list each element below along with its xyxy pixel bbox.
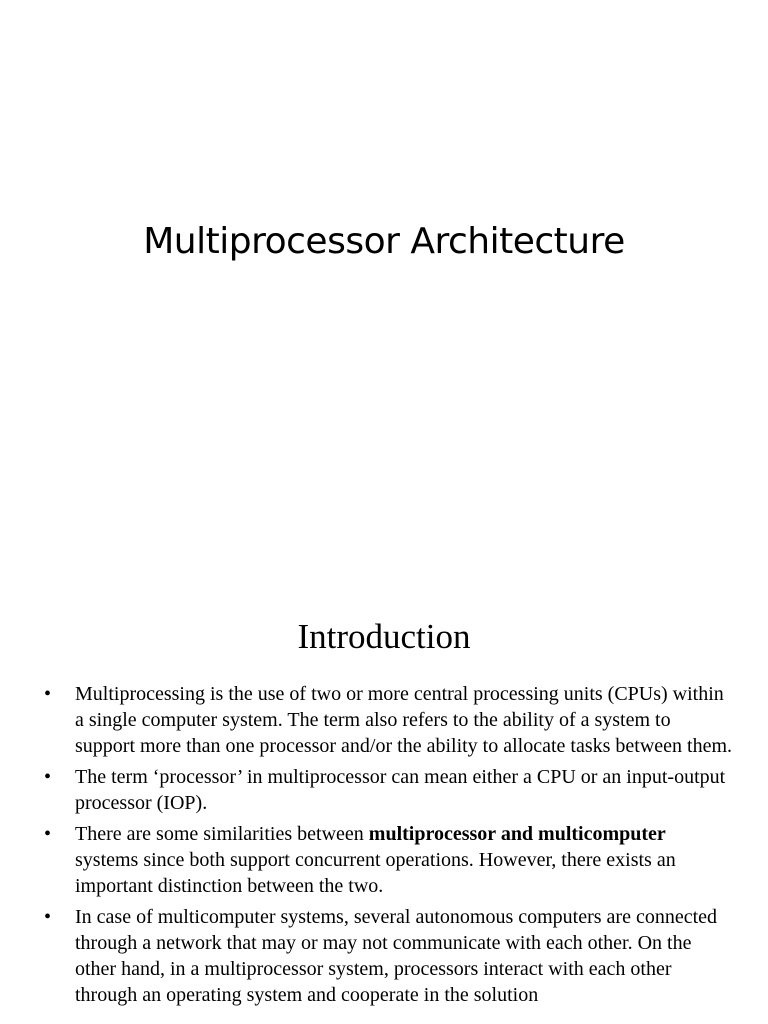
bullet-icon: •: [44, 823, 52, 845]
bullet-text: In case of multicomputer systems, several autonomous computers are connected through a network that may or may not communicate with each other. On the other hand, in a multiprocessor system, processors interact with each other through an operating system and cooperate in the solution: [75, 906, 718, 1006]
bullet-item-processor-term: [44, 764, 734, 816]
bullet-text: [75, 823, 676, 897]
bullet-list: [44, 681, 734, 1013]
bullet-text-bold: multiprocessor and multicomputer: [368, 823, 666, 845]
bullet-icon: •: [44, 766, 52, 788]
bullet-icon: •: [44, 683, 52, 705]
bullet-item-similarities: [44, 821, 734, 899]
slide-title: Multiprocessor Architecture: [143, 221, 625, 262]
section-heading: Introduction: [297, 617, 471, 656]
bullet-text-after: systems since both support concurrent operations. However, there exists an important distinction between the two.: [75, 849, 676, 897]
bullet-text: Multiprocessing is the use of two or more central processing units (CPUs) within a single computer system. The term also refers to the ability of a system to support more than one processor and/or the ability to allocate tasks between them.: [75, 683, 733, 757]
bullet-item-multicomputer: [44, 904, 734, 1008]
bullet-icon: •: [44, 906, 52, 928]
bullet-item-multiprocessing: [44, 681, 734, 759]
bullet-text-before: There are some similarities between: [75, 823, 369, 845]
bullet-text: The term ‘processor’ in multiprocessor can mean either a CPU or an input-output processor (IOP).: [75, 766, 726, 814]
